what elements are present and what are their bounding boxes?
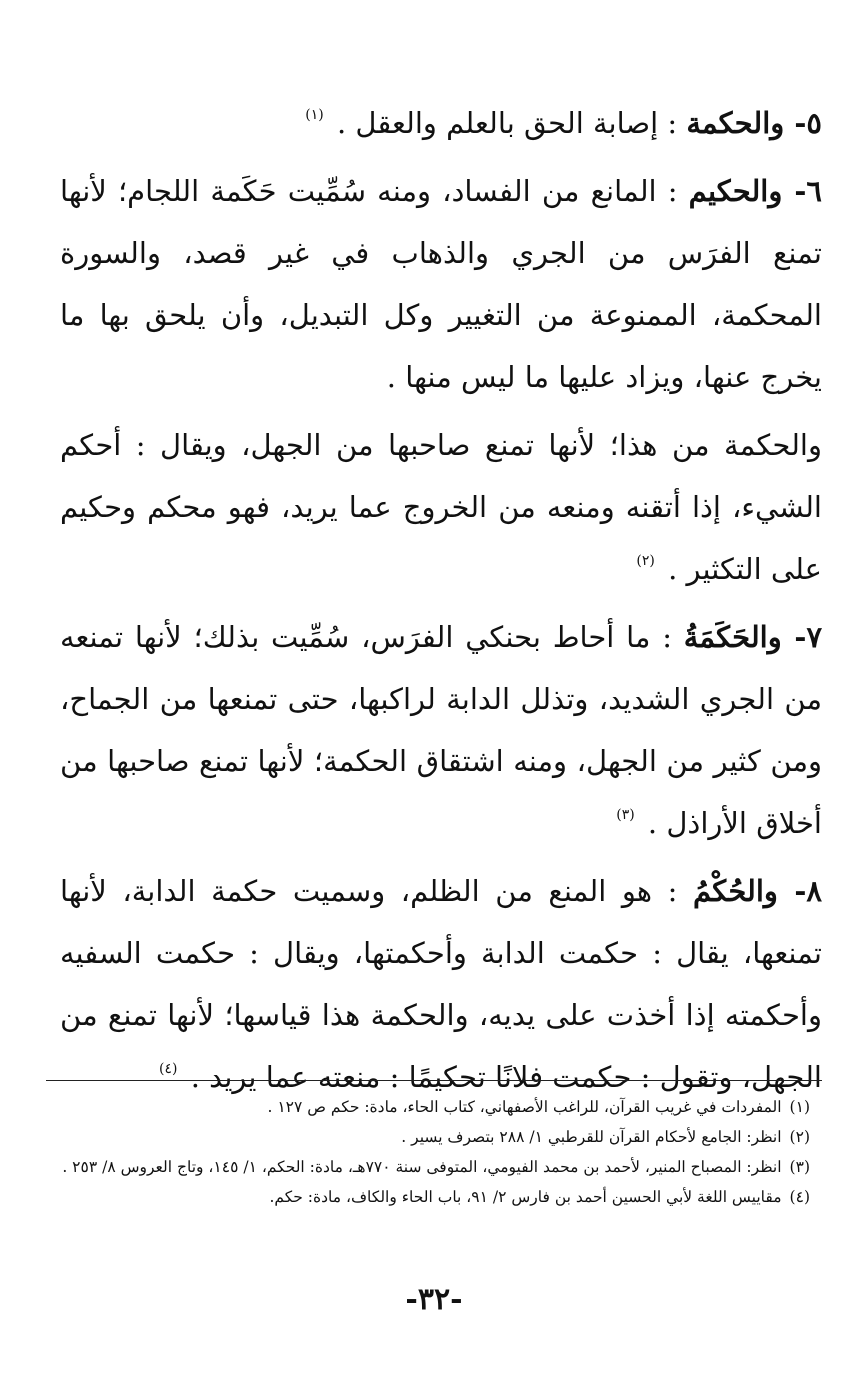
term-label: ٦- والحكيم xyxy=(688,174,822,208)
footnote-ref[interactable]: (٢) xyxy=(636,553,655,569)
definition-6-continuation xyxy=(60,414,822,600)
term-label: ٨- والحُكْمُ xyxy=(693,874,822,908)
footnote-text: انظر: الجامع لأحكام القرآن للقرطبي ١/ ٢٨٨ بتصرف يسير . xyxy=(401,1128,782,1146)
footnotes xyxy=(46,1092,810,1212)
footnote-text: انظر: المصباح المنير، لأحمد بن محمد الفيومي، المتوفى سنة ٧٧٠هـ، مادة: الحكم، ١/ ١٤٥، وتاج العروس ٨/ ٢٥٣ . xyxy=(62,1158,782,1176)
footnote-item xyxy=(46,1182,810,1212)
page-number: -٣٢- xyxy=(405,1282,463,1317)
term-label: ٧- والحَكَمَةُ xyxy=(683,620,823,654)
footnote-text: مقاييس اللغة لأبي الحسين أحمد بن فارس ٢/ ٩١، باب الحاء والكاف، مادة: حكم. xyxy=(269,1188,782,1206)
definition-text: : إصابة الحق بالعلم والعقل . xyxy=(336,106,678,140)
footnote-item xyxy=(46,1152,810,1182)
footnote-ref[interactable]: (١) xyxy=(305,107,324,123)
footnote-number: (١) xyxy=(789,1098,810,1116)
footnote-number: (٣) xyxy=(789,1158,810,1176)
footnote-text: المفردات في غريب القرآن، للراغب الأصفهاني، كتاب الحاء، مادة: حكم ص ١٢٧ . xyxy=(267,1098,782,1116)
footnote-item xyxy=(46,1092,810,1122)
definition-text: : المانع من الفساد، ومنه سُمِّيت حَكَمة اللجام؛ لأنها تمنع الفرَس من الجري والذهاب في غير قصد، والسورة المحكمة، الممنوعة من التغيير وكل التبديل، وأن يلحق بها ما يخرج عنها، ويزاد عليها ما ليس منها . xyxy=(60,174,822,394)
term-label: ٥- والحكمة xyxy=(686,106,822,140)
definition-text: : ما أحاط بحنكي الفرَس، سُمِّيت بذلك؛ لأنها تمنعه من الجري الشديد، وتذلل الدابة لراكبها، حتى تمنعها من الجماح، ومن كثير من الجهل، ومنه اشتقاق الحكمة؛ لأنها تمنع صاحبها من أخلاق الأراذل . xyxy=(60,620,822,840)
definition-text: والحكمة من هذا؛ لأنها تمنع صاحبها من الجهل، ويقال : أحكم الشيء، إذا أتقنه ومنعه من الخروج عما يريد، فهو محكم وحكيم على التكثير . xyxy=(60,428,822,586)
definition-5 xyxy=(60,92,822,154)
definition-text: : هو المنع من الظلم، وسميت حكمة الدابة، لأنها تمنعها، يقال : حكمت الدابة وأحكمتها، ويقال : حكمت السفيه وأحكمته إذا أخذت على يديه، والحكمة هذا قياسها؛ لأنها تمنع من الجهل، وتقول : حكمت فلانًا تحكيمًا : منعته عما يريد . xyxy=(60,874,822,1094)
definition-8 xyxy=(60,860,822,1108)
footnote-item xyxy=(46,1122,810,1152)
definition-7 xyxy=(60,606,822,854)
footnote-divider xyxy=(46,1080,822,1081)
footnote-number: (٢) xyxy=(789,1128,810,1146)
footnote-ref[interactable]: (٣) xyxy=(616,807,635,823)
footnote-ref[interactable]: (٤) xyxy=(159,1061,178,1077)
footnote-number: (٤) xyxy=(789,1188,810,1206)
definition-6 xyxy=(60,160,822,408)
